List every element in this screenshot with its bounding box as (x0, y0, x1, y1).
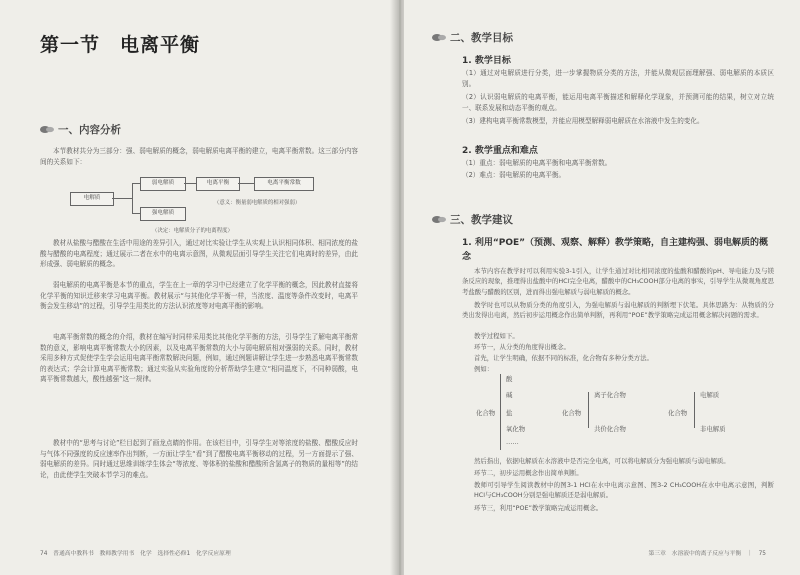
tree-item-base: 碱 (506, 391, 513, 399)
tree-item-salt: 盐 (506, 409, 513, 417)
diagram-connector (132, 183, 133, 213)
diagram-connector (132, 213, 140, 214)
subheading-key-points: 2. 教学重点和难点 (462, 146, 538, 156)
section-heading-content-analysis (40, 122, 121, 137)
diagram-box-strong: 强电解质 (140, 207, 186, 221)
tree-bracket (588, 392, 589, 428)
step-1-detail: 首先，让学生明确，依据不同的标准，化合物有多种分类方法。 (474, 354, 653, 362)
key-point-2: （2）难点：弱电解质的电离平衡。 (462, 171, 566, 179)
paragraph-4: 教材中的“思考与讨论”栏目起到了画龙点睛的作用。在该栏目中，引导学生对等浓度的盐酸、醋酸反应时与气体不同强度的反应速率作出判断，一方面让学生“看”到了醋酸电离平衡移动的过程，另一方面提示了强、弱电解质的差异。同时通过思维训练学生体会“等浓度、等体积的盐酸和醋酸所含氢离子的物质的量相等”的结论，由此使学生突破本节学习的难点。 (40, 439, 358, 479)
strategy-paragraph: 本节内容在教学时可以利用实验3-1引入，让学生通过对比相同浓度的盐酸和醋酸的pH、导电能力及与镁条反应的现象，推理得出盐酸中的HCl完全电离，醋酸中的CH₃COOH部分电离的事实，引导学生从微观角度思考盐酸与醋酸的区别，进而得出强电解质与弱电解质的概念。 (462, 267, 774, 296)
section-title: 二、教学目标 (450, 32, 513, 44)
step-1-after: 然后指出，依据电解质在水溶液中是否完全电离，可以将电解质分为强电解质与弱电解质。 (474, 457, 730, 465)
tree-right-root: 化合物 (668, 409, 688, 417)
tree-covalent: 共价化合物 (594, 425, 626, 433)
right-footer: 第三章 水溶液中的离子反应与平衡 ｜ 75 (648, 551, 766, 557)
step-1: 环节一，从分类的角度得出概念。 (474, 343, 570, 351)
tree-nonelectrolyte: 非电解质 (700, 425, 726, 433)
leaf-icon (40, 125, 54, 134)
leaf-icon (432, 215, 446, 224)
tree-electrolyte: 电解质 (700, 391, 720, 399)
tree-bracket (694, 392, 695, 428)
goal-1: （1）通过对电解质进行分类，进一步掌握物质分类的方法，并能从微观层面理解强、弱电解质的本质区别。 (462, 69, 774, 88)
tree-bracket (500, 374, 501, 450)
diagram-caption-meaning: （意义：衡量弱电解质的相对强弱） (214, 200, 301, 206)
section-heading-suggestions (432, 212, 513, 227)
chapter-title: 第一节 电离平衡 (40, 34, 201, 56)
tree-item-oxide: 氧化物 (506, 425, 526, 433)
diagram-box-weak: 弱电解质 (140, 177, 186, 191)
strategy-title: 1. 利用“POE”（预测、观察、解释）教学策略，自主建构强、弱电解质的概念 (462, 238, 769, 262)
paragraph-1: 教材从盐酸与醋酸在生活中用途的差异引入，通过对比实验让学生从实观上认识相同体积、相同浓度的盐酸与醋酸的电离程度；通过展示二者在水中的电离示意图，从微观层面引导学生关注它们电离时的差异，由此形成强、弱电解质的概念。 (40, 239, 358, 269)
left-footer: 74 普通高中教科书 教师教学用书 化学 选择性必修1 化学反应原理 (40, 551, 231, 557)
diagram-connector (238, 183, 254, 184)
goal-2: （2）认识弱电解质的电离平衡，能运用电离平衡描述和解释化学现象，并预测可能的结果，树立对立统一、联系发展和动态平衡的观点。 (462, 93, 774, 112)
step-2: 环节二，初步运用概念作出简单判断。 (474, 469, 583, 477)
diagram-connector (132, 183, 140, 184)
tree-ionic: 离子化合物 (594, 391, 626, 399)
diagram-box-constant: 电离平衡常数 (254, 177, 314, 191)
section-heading-goals (432, 30, 513, 45)
section-title: 三、教学建议 (450, 214, 513, 226)
diagram-caption-decide: （决定：电解质分子的电离程度） (152, 228, 233, 234)
tree-item-etc: …… (506, 438, 519, 446)
paragraph-3: 电离平衡常数的概念的介绍，教材在编写时同样采用类比其他化学平衡的方法，引导学生了解电离平衡常数的意义，影响电离平衡常数大小的因素，以及电离平衡常数的大小与弱电解质相对强弱的关系。同时，教材采用多种方式促使学生学会运用电离平衡常数解决问题，例如，通过例题讲解让学生进一步熟悉电离平衡常数的表达式；学会计算电离平衡常数；通过实验从实验角度的分析帮助学生建立“相同温度下，不同种弱酸，电离平衡常数越大，酸性越强”这一规律。 (40, 333, 358, 384)
process-intro: 教学过程如下。 (474, 332, 519, 340)
right-page (404, 0, 800, 575)
step-1-example: 例如： (474, 365, 494, 373)
left-page (0, 0, 396, 575)
goal-3: （3）建构电离平衡常数模型，并能应用模型解释弱电解质在水溶液中发生的变化。 (462, 117, 704, 125)
section-title: 一、内容分析 (58, 124, 121, 136)
intro-paragraph: 本节教材共分为三部分：强、弱电解质的概念，弱电解质电离平衡的建立，电离平衡常数。这三部分内容间的关系如下： (40, 147, 358, 166)
tree-item-acid: 酸 (506, 375, 513, 383)
leaf-icon (432, 33, 446, 42)
paragraph-2: 弱电解质的电离平衡是本节的重点，学生在上一章的学习中已经建立了化学平衡的概念，因此教材直接将化学平衡的知识迁移来学习电离平衡。教材展示“与其他化学平衡一样，当浓度、温度等条件改变时，电离平衡会发生移动”的过程，引导学生用类比的方法认识浓度等对电离平衡的影响。 (40, 281, 358, 311)
key-point-1: （1）重点：弱电解质的电离平衡和电离平衡常数。 (462, 159, 612, 167)
tree-mid-root: 化合物 (562, 409, 582, 417)
diagram-connector (184, 183, 196, 184)
diagram-connector (112, 198, 132, 199)
diagram-box-electrolyte: 电解质 (70, 192, 114, 206)
tree-root: 化合物 (476, 409, 496, 417)
step-3: 环节三，利用“POE”教学策略完成运用概念。 (474, 504, 603, 512)
diagram-box-equilibrium: 电离平衡 (196, 177, 240, 191)
strategy-paragraph-2: 教学时也可以从物质分类的角度引入，为强电解质与弱电解质的判断埋下伏笔。具体思路为：从物质的分类出发得出电离，然后初步运用概念作出简单判断，再利用“POE”教学策略完成运用概念解决问题的需求。 (462, 301, 774, 320)
subheading-goals: 1. 教学目标 (462, 56, 511, 66)
step-2-detail: 教师可引导学生阅读教材中的图3-1 HCl在水中电离示意图、图3-2 CH₃COOH在水中电离示意图，判断HCl与CH₃COOH分别是强电解质还是弱电解质。 (474, 481, 774, 500)
